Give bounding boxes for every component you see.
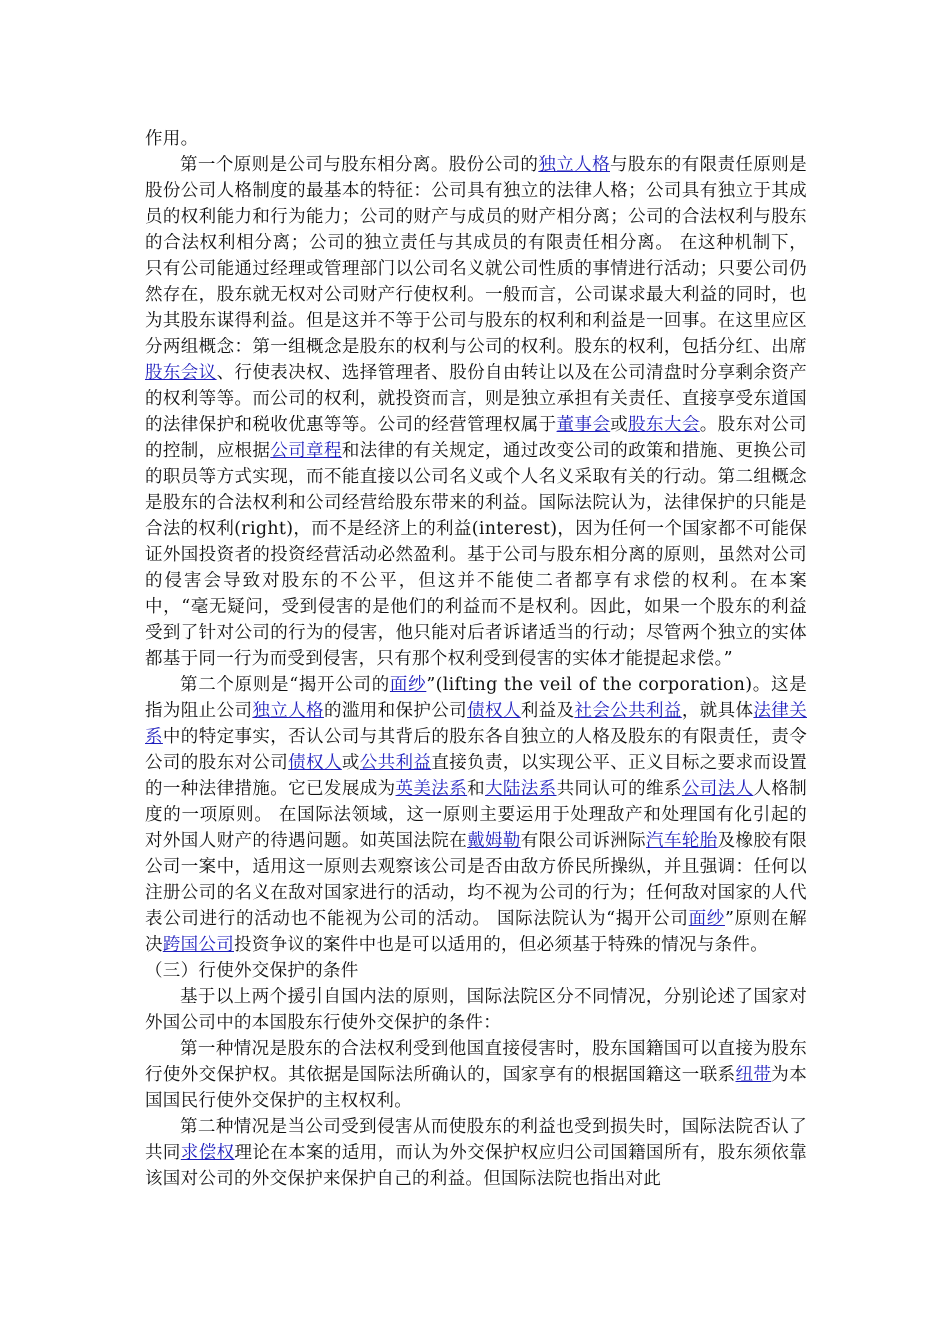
- paragraph-text: 共同认可的维系: [556, 779, 682, 799]
- paragraph-text: ”(lifting the veil of the corporation)。这是指为阻止公司: [145, 675, 807, 721]
- paragraph-text: 第一种情况是股东的合法权利受到他国直接侵害时，股东国籍国可以直接为股东行使外交保护权。其依据是国际法所确认的，国家享有的根据国籍这一联系: [145, 1039, 807, 1085]
- term-link[interactable]: 面纱: [688, 909, 725, 929]
- term-link[interactable]: 公共利益: [359, 753, 432, 773]
- document-body: [145, 126, 807, 1192]
- paragraph-text: （三）行使外交保护的条件: [145, 961, 359, 981]
- term-link[interactable]: 债权人: [288, 753, 342, 773]
- term-link[interactable]: 英美法系: [395, 779, 468, 799]
- paragraph-text: 及橡胶有限公司一案中，适用这一原则去观察该公司是否由敌方侨民所操纵，并且强调：任何以注册公司的名义在敌对国家进行的活动，均不视为公司的行为；任何敌对国家的人代表公司进行的活动也不能视为公司的活动。 国际法院认为“揭开公司: [145, 831, 807, 929]
- paragraph: [145, 958, 807, 984]
- paragraph-text: 和: [467, 779, 485, 799]
- paragraph-text: 直接负责，以实现公平、正义目标之要求而设置的一种法律措施。它已发展成为: [145, 753, 807, 799]
- paragraph-text: 或: [610, 415, 629, 435]
- paragraph-text: 基于以上两个援引自国内法的原则，国际法院区分不同情况，分别论述了国家对外国公司中的本国股东行使外交保护的条件：: [145, 987, 807, 1033]
- paragraph: [145, 1036, 807, 1114]
- term-link[interactable]: 股东大会: [628, 415, 700, 435]
- paragraph-text: 。股东对公司的控制，应根据: [145, 415, 807, 461]
- paragraph: [145, 1114, 807, 1192]
- paragraph-text: 人格制度的一项原则。 在国际法领域，这一原则主要运用于处理敌产和处理国有化引起的对外国人财产的待遇问题。如英国法院在: [145, 779, 808, 851]
- term-link[interactable]: 大陆法系: [485, 779, 557, 799]
- term-link[interactable]: 面纱: [389, 675, 427, 695]
- paragraph-text: 与股东的有限责任原则是股份公司人格制度的最基本的特征：公司具有独立的法律人格；公司具有独立于其成员的权利能力和行为能力；公司的财产与成员的财产相分离；公司的合法权利与股东的合法权利相分离；公司的独立责任与其成员的有限责任相分离。 在这种机制下，只有公司能通过经理或管理部门以公司名义就公司性质的事情进行活动；只要公司仍然存在，股东就无权对公司财产行使权利。一般而言，公司谋求最大利益的同时，也为其股东谋得利益。但是这并不等于公司与股东的权利和利益是一回事。在这里应区分两组概念：第一组概念是股东的权利与公司的权利。股东的权利，包括分红、出席: [145, 155, 807, 357]
- term-link[interactable]: 独立人格: [538, 155, 611, 175]
- paragraph-text: 、行使表决权、选择管理者、股份自由转让以及在公司清盘时分享剩余资产的权利等等。而公司的权利，就投资而言，则是独立承担有关责任、直接享受东道国的法律保护和税收优惠等等。公司的经营管理权属于: [145, 363, 807, 435]
- paragraph-text: 第二个原则是“揭开公司的: [180, 675, 390, 695]
- paragraph-text: ”原则在解决: [145, 909, 807, 955]
- paragraph-text: 理论在本案的适用，而认为外交保护权应归公司国籍国所有，股东须依靠该国对公司的外交保护来保护自己的利益。但国际法院也指出对此: [145, 1143, 807, 1189]
- paragraph-text: 作用。: [145, 129, 199, 149]
- paragraph-text: 和法律的有关规定，通过改变公司的政策和措施、更换公司的职员等方式实现，而不能直接以公司名义或个人名义采取有关的行动。第二组概念是股东的合法权利和公司经营给股东带来的利益。国际法院认为，法律保护的只能是合法的权利(right)，而不是经济上的利益(interest)，因为任何一个国家都不可能保证外国投资者的投资经营活动必然盈利。基于公司与股东相分离的原则，虽然对公司的侵害会导致对股东的不公平，但这并不能使二者都享有求偿的权利。在本案中，“毫无疑问，受到侵害的是他们的利益而不是权利。因此，如果一个股东的利益受到了针对公司的行为的侵害，他只能对后者诉诸适当的行动；尽管两个独立的实体都基于同一行为而受到侵害，只有那个权利受到侵害的实体才能提起求偿。”: [145, 441, 807, 669]
- term-link[interactable]: 纽带: [735, 1065, 772, 1085]
- paragraph-text: ，就具体: [681, 701, 754, 721]
- paragraph-text: 的滥用和保护公司: [323, 701, 468, 721]
- paragraph: [145, 672, 807, 958]
- term-link[interactable]: 戴姆勒: [467, 831, 521, 851]
- term-link[interactable]: 跨国公司: [162, 935, 235, 955]
- paragraph-text: 第一个原则是公司与股东相分离。股份公司的: [180, 155, 539, 175]
- paragraph: [145, 984, 807, 1036]
- paragraph-text: 为本国国民行使外交保护的主权权利。: [145, 1065, 807, 1111]
- term-link[interactable]: 社会公共利益: [574, 701, 682, 721]
- paragraph-text: 有限公司诉洲际: [520, 831, 647, 851]
- paragraph-text: 利益及: [520, 701, 575, 721]
- term-link[interactable]: 债权人: [467, 701, 521, 721]
- term-link[interactable]: 汽车轮胎: [646, 831, 718, 851]
- term-link[interactable]: 法律关系: [145, 701, 807, 747]
- term-link[interactable]: 求偿权: [180, 1143, 235, 1163]
- paragraph-text: 投资争议的案件中也是可以适用的，但必须基于特殊的情况与条件。: [234, 935, 769, 955]
- term-link[interactable]: 股东会议: [145, 363, 217, 383]
- paragraph-text: 或: [341, 753, 360, 773]
- term-link[interactable]: 独立人格: [252, 701, 324, 721]
- paragraph-text: 第二种情况是当公司受到侵害从而使股东的利益也受到损失时，国际法院否认了共同: [145, 1117, 807, 1163]
- term-link[interactable]: 董事会: [556, 415, 611, 435]
- paragraph-text: 中的特定事实，否认公司与其背后的股东各自独立的人格及股东的有限责任，责令公司的股东对公司: [145, 727, 807, 773]
- term-link[interactable]: 公司法人: [681, 779, 754, 799]
- term-link[interactable]: 公司章程: [270, 441, 342, 461]
- paragraph: [145, 152, 807, 672]
- paragraph: [145, 126, 807, 152]
